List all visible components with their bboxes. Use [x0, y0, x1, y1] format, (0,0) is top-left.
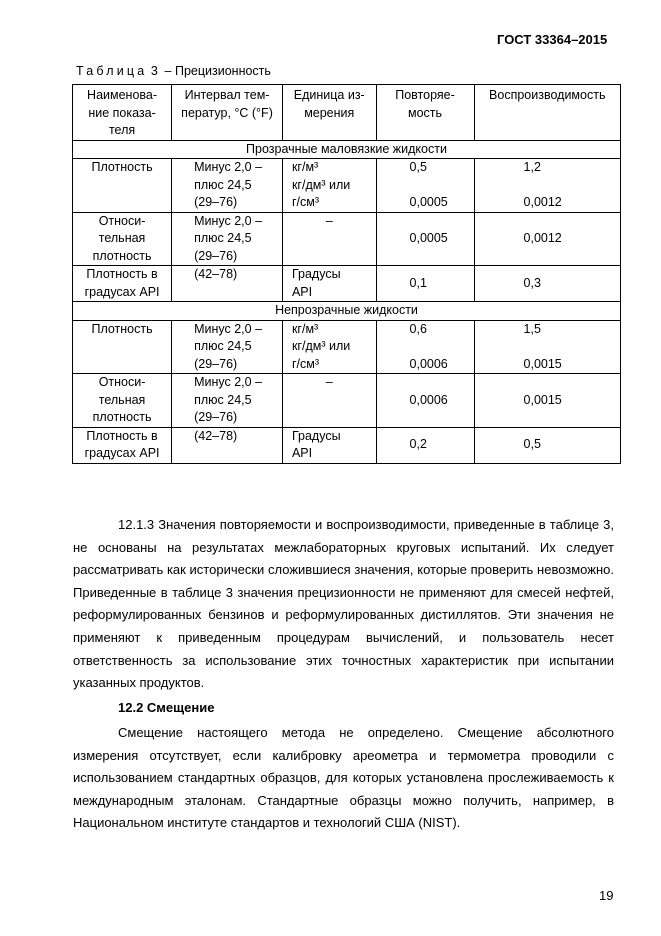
cell-line: (29–76): [194, 356, 238, 371]
repeatability-cell: [376, 212, 474, 266]
table-row: [73, 266, 621, 302]
unit-cell: [282, 374, 376, 428]
cell-line: кг/м³: [291, 160, 319, 174]
cell-line: Плотность в: [86, 267, 158, 281]
cell-line: Минус 2,0 –: [194, 213, 263, 228]
cell-line: 0,0006: [409, 392, 448, 407]
page-number: 19: [599, 888, 614, 903]
repeatability-cell: [376, 266, 474, 302]
cell-line: Плотность: [91, 160, 153, 174]
cell-line: Интервал тем-: [184, 88, 270, 102]
cell-line: градусах API: [84, 446, 160, 460]
indicator-cell: [73, 374, 172, 428]
cell-line: плюс 24,5: [194, 177, 252, 192]
cell-line: [524, 177, 616, 195]
unit-cell: [282, 266, 376, 302]
section-title: Непрозрачные жидкости: [73, 302, 621, 321]
interval-cell: [172, 320, 283, 374]
table-caption: [76, 64, 271, 78]
cell-line: 1,5: [523, 321, 541, 336]
cell-line: г/см³: [291, 195, 319, 209]
cell-line: градусах API: [84, 284, 160, 299]
cell-line: (42–78): [194, 428, 238, 443]
cell-line: кг/м³: [291, 321, 319, 336]
section-heading-12-2: 12.2 Смещение: [118, 700, 215, 715]
cell-line: плотность: [92, 410, 152, 424]
paragraph-12-1-3-text: 12.1.3 Значения повторяемости и воспроизводимости, приведенные в таблице 3, не основаны на результатах межлабораторных круговых испытаний. Их следует рассматривать как исторически сложившиеся значения, которые проверить невозможно. Приведенные в таблице 3 значения прецизионности не применяют для смесей нефтей, реформулированных бензинов и реформулированных дистиллятов. Эти значения не применяют к приведенным процедурам вычислений, и пользователь несет ответственность за использование этих точностных характеристик при испытании указанных продуктов.: [73, 517, 614, 691]
cell-line: Минус 2,0 –: [194, 375, 263, 389]
cell-line: –: [325, 213, 333, 228]
cell-line: тельная: [98, 231, 146, 245]
repeatability-cell: [376, 427, 474, 463]
reproducibility-cell: [474, 212, 620, 266]
cell-line: Плотность: [91, 321, 153, 336]
cell-line: 0,0012: [523, 195, 562, 209]
table-row: [73, 320, 621, 374]
cell-line: Градусы: [291, 267, 341, 281]
column-header: [172, 85, 283, 141]
cell-line: 0,5: [409, 160, 427, 174]
cell-line: 0,5: [523, 437, 541, 452]
cell-line: плотность: [92, 248, 152, 263]
table-caption-title: – Прецизионность: [164, 64, 271, 78]
interval-cell: [172, 159, 283, 213]
table-header-row: [73, 85, 621, 141]
indicator-cell: [73, 266, 172, 302]
paragraph-12-2-text: Смещение настоящего метода не определено. Смещение абсолютного измерения отсутствует, если калибровку ареометра и термометра проводили с использованием стандартных образцов, для которых установлена прослеживаемость к международным эталонам. Стандартные образцы можно получить, например, в Национальном институте стандартов и технологий США (NIST).: [73, 725, 614, 831]
precision-table: [72, 84, 621, 464]
cell-line: [410, 177, 470, 195]
unit-cell: [282, 427, 376, 463]
cell-line: Относи-: [98, 375, 146, 389]
section-row: [73, 140, 621, 159]
paragraph-12-2: [73, 722, 614, 835]
table-caption-number: 3: [150, 64, 162, 78]
cell-line: ператур, °С (°F): [181, 105, 273, 120]
cell-line: г/см³: [291, 356, 319, 371]
cell-line: ние показа-: [88, 105, 156, 120]
unit-cell: [282, 159, 376, 213]
interval-cell: [172, 212, 283, 266]
column-header: [73, 85, 172, 141]
cell-line: 0,0005: [409, 231, 448, 245]
cell-line: кг/дм³ или: [291, 339, 351, 353]
cell-line: Относи-: [98, 213, 146, 228]
cell-line: Градусы: [291, 428, 341, 443]
cell-line: 0,0015: [523, 356, 562, 371]
cell-line: 0,0012: [523, 231, 562, 245]
repeatability-cell: [376, 374, 474, 428]
cell-line: 0,0005: [409, 195, 448, 209]
unit-cell: [282, 320, 376, 374]
cell-line: [410, 338, 470, 356]
section-title: Прозрачные маловязкие жидкости: [73, 140, 621, 159]
repeatability-cell: [376, 320, 474, 374]
cell-line: 0,2: [409, 437, 427, 452]
indicator-cell: [73, 159, 172, 213]
column-header: [376, 85, 474, 141]
cell-line: (29–76): [194, 410, 238, 424]
reproducibility-cell: [474, 159, 620, 213]
reproducibility-cell: [474, 427, 620, 463]
repeatability-cell: [376, 159, 474, 213]
reproducibility-cell: [474, 266, 620, 302]
indicator-cell: [73, 320, 172, 374]
cell-line: 0,3: [523, 275, 541, 290]
cell-line: Единица из-: [293, 88, 365, 102]
table-row: [73, 427, 621, 463]
cell-line: теля: [108, 123, 136, 137]
cell-line: (29–76): [194, 195, 238, 209]
column-header: [474, 85, 620, 141]
interval-cell: [172, 427, 283, 463]
cell-line: Повторяе-: [395, 88, 455, 102]
document-code: ГОСТ 33364–2015: [497, 32, 608, 47]
cell-line: 1,2: [523, 160, 541, 174]
cell-line: Минус 2,0 –: [194, 321, 263, 336]
cell-line: плюс 24,5: [194, 231, 252, 245]
cell-line: 0,6: [409, 321, 427, 336]
paragraph-12-1-3: [73, 514, 614, 695]
cell-line: (42–78): [194, 267, 238, 281]
column-header: [282, 85, 376, 141]
cell-line: Воспроизводимость: [489, 88, 606, 102]
indicator-cell: [73, 212, 172, 266]
cell-line: плюс 24,5: [194, 392, 252, 407]
unit-cell: [282, 212, 376, 266]
cell-line: 0,1: [409, 275, 427, 290]
interval-cell: [172, 374, 283, 428]
cell-line: –: [325, 375, 333, 389]
cell-line: [524, 338, 616, 356]
cell-line: мость: [408, 105, 443, 120]
cell-line: Плотность в: [86, 428, 158, 443]
reproducibility-cell: [474, 320, 620, 374]
cell-line: мерения: [304, 105, 355, 120]
cell-line: плюс 24,5: [194, 339, 252, 353]
reproducibility-cell: [474, 374, 620, 428]
indicator-cell: [73, 427, 172, 463]
cell-line: тельная: [98, 392, 146, 407]
cell-line: кг/дм³ или: [291, 177, 351, 192]
interval-cell: [172, 266, 283, 302]
cell-line: (29–76): [194, 248, 238, 263]
table-row: [73, 159, 621, 213]
cell-line: 0,0006: [409, 356, 448, 371]
cell-line: Наименова-: [87, 88, 158, 102]
cell-line: 0,0015: [523, 392, 562, 407]
table-row: [73, 212, 621, 266]
table-row: [73, 374, 621, 428]
section-row: [73, 302, 621, 321]
cell-line: API: [291, 284, 313, 299]
cell-line: Минус 2,0 –: [194, 160, 263, 174]
table-caption-word: Таблица: [76, 64, 148, 78]
cell-line: API: [291, 446, 313, 460]
